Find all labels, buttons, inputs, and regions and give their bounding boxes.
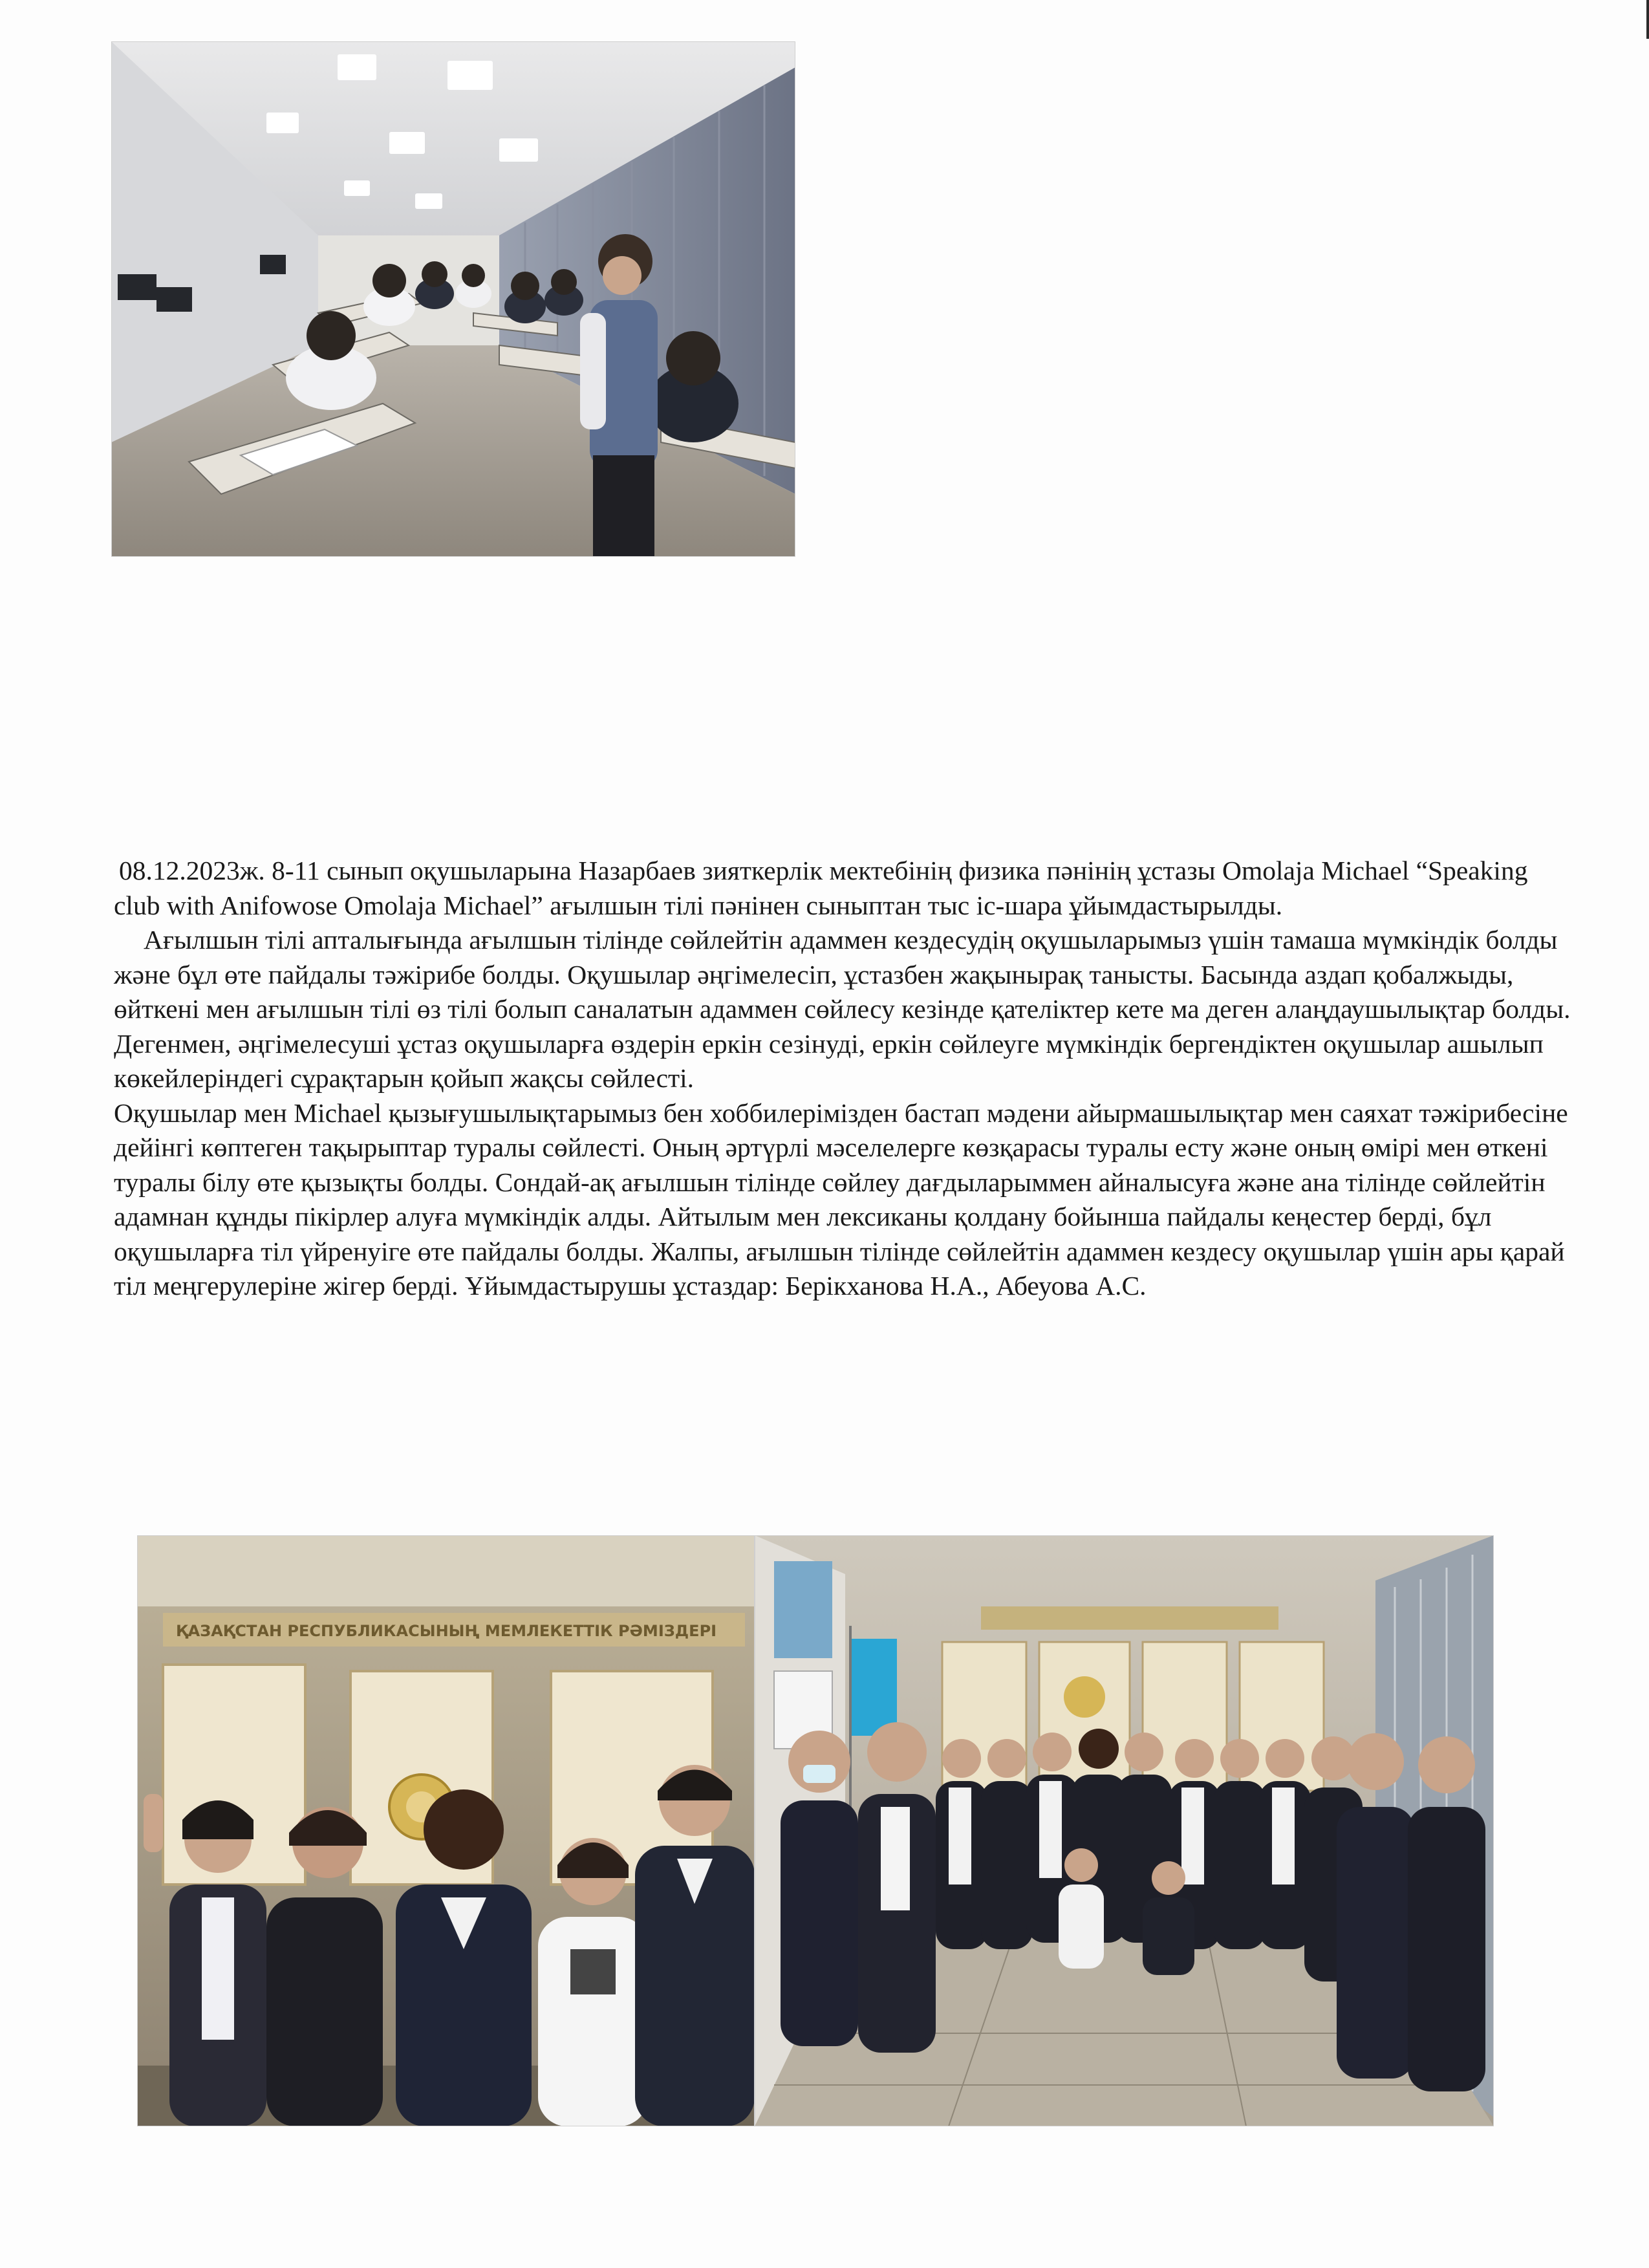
- group-photo-small-graphic: [137, 1535, 755, 2126]
- banner-text: ҚАЗАҚСТАН РЕСПУБЛИКАСЫНЫҢ МЕМЛЕКЕТТІК РӘМІЗДЕРІ: [176, 1622, 717, 1640]
- paragraph-topics: Оқушылар мен Michael қызығушылықтарымыз бен хоббилерімізден бастап мәдени айырмашылықтар мен саяхат тәжірибесіне дейінгі көптеген тақырыптар туралы сөйлесті. Оның әртүрлі мәселелерге көзқарасы туралы есту және оның өмірі мен өткені туралы білу өте қызықты болды. Сондай-ақ ағылшын тілінде сөйлеу дағдыларыммен айналысуға және ана тілінде сөйлейтін адамнан құнды пікірлер алуға мүмкіндік алды. Айтылым мен лексиканы қолдану бойынша пайдалы кеңестер берді, бұл оқушыларға тіл үйренуіге өте пайдалы болды. Жалпы, ағылшын тілінде сөйлейтін адаммен кездесу оқушылар үшін ары қарай тіл меңгерулеріне жігер берді. Ұйымдастырушы ұстаздар: Берікханова Н.А., Абеуова А.С.: [114, 1097, 1568, 1301]
- group-photo-large: [755, 1535, 1494, 2126]
- group-photo-small: [137, 1535, 755, 2126]
- paragraph-experience: Ағылшын тілі апталығында ағылшын тілінде сөйлейтін адаммен кездесудің оқушыларымыз үшін тамаша мүмкіндік болды және бұл өте пайдалы тәжірибе болды. Оқушылар әңгімелесіп, ұстазбен жақынырақ танысты. Басында аздап қобалжыды, өйткені мен ағылшын тілі өз тілі болып саналатын адаммен сөйлесу кезінде қателіктер кете ма деген алаңдаушылықтар болды. Дегенмен, әңгімелесуші ұстаз оқушыларға өздерін еркін сезінуді, еркін сөйлеуге мүмкіндік бергендіктен оқушылар ашылып көкейлеріндегі сұрақтарын қойып жақсы сөйлесті.: [114, 925, 1571, 1093]
- group-photo-large-graphic: [755, 1535, 1494, 2126]
- scan-edge-mark: [1646, 0, 1649, 39]
- article-text: [114, 854, 1575, 1304]
- paragraph-intro: 08.12.2023ж. 8-11 сынып оқушыларына Назарбаев зияткерлік мектебінің физика пәнінің ұстазы Omolaja Michael “Speaking club with Anifowose Omolaja Michael” ағылшын тілі пәнінен сыныптан тыс іс-шара ұйымдастырылды.: [114, 856, 1528, 920]
- classroom-photo-graphic: [111, 41, 795, 557]
- classroom-photo: [111, 41, 795, 557]
